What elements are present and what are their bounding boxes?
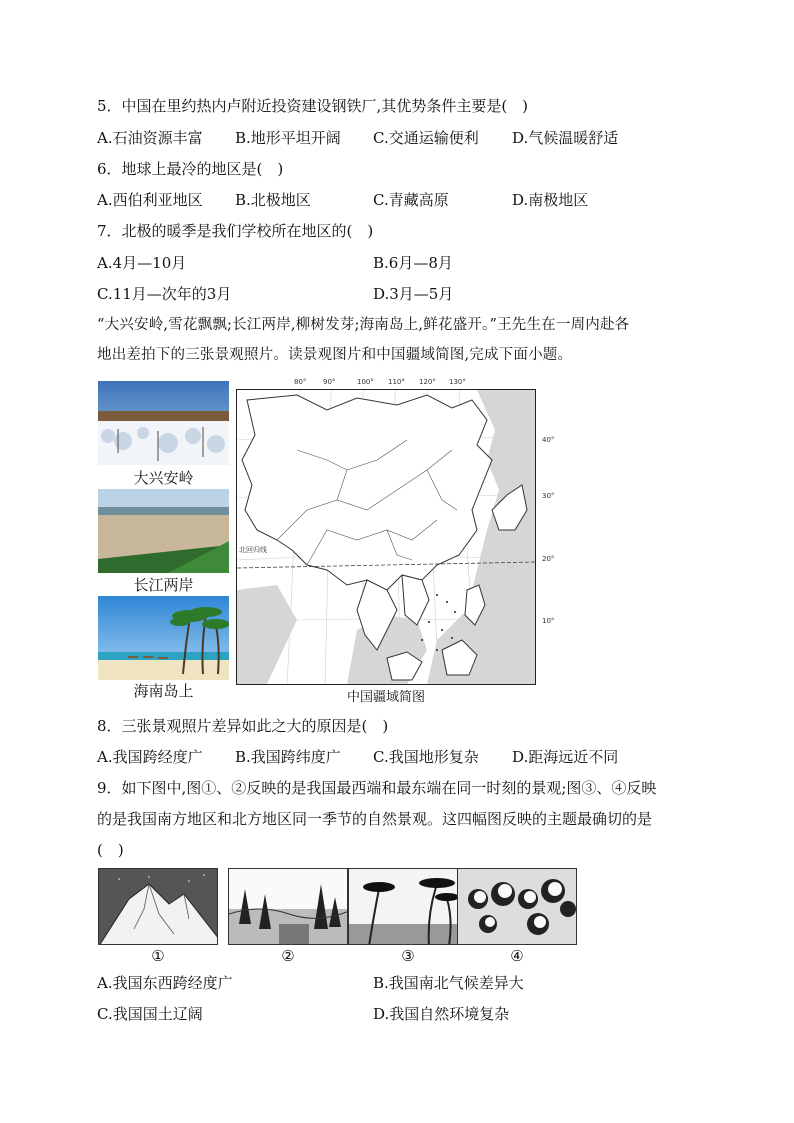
map-lon-label: 80°	[294, 378, 307, 386]
q7-stem: 7．北极的暖季是我们学校所在地区的( )	[97, 222, 374, 240]
photo-changjiang	[98, 489, 229, 573]
q9-panel-1-snow-mountain	[98, 868, 218, 945]
photo-caption-changjiang: 长江两岸	[133, 576, 194, 594]
q6-option-d: D.南极地区	[512, 191, 589, 209]
q9-panel-label-3: ③	[401, 947, 415, 965]
q6-option-c: C.青藏高原	[373, 191, 449, 209]
q6-stem: 6．地球上最冷的地区是( )	[97, 160, 284, 178]
map-lon-label: 120°	[419, 378, 436, 386]
q9-stem-line-2: 的是我国南方地区和北方地区同一季节的自然景观。这四幅图反映的主题最确切的是	[97, 810, 653, 828]
q8-option-c: C.我国地形复杂	[373, 748, 479, 766]
map-lat-label: 30°	[542, 492, 555, 500]
q9-option-a: A.我国东西跨经度广	[97, 974, 233, 992]
photo-caption-daxinganling: 大兴安岭	[133, 469, 194, 487]
q7-option-c: C.11月—次年的3月	[97, 285, 232, 303]
material-line-1: “大兴安岭,雪花飘飘;长江两岸,柳树发芽;海南岛上,鲜花盛开。”王先生在一周内赴各	[97, 317, 630, 333]
q6-option-b: B.北极地区	[235, 191, 311, 209]
q5-option-b: B.地形平坦开阔	[235, 129, 341, 147]
q5-option-a: A.石油资源丰富	[97, 129, 203, 147]
map-lon-label: 130°	[449, 378, 466, 386]
q9-panel-label-1: ①	[151, 947, 165, 965]
material-line-2: 地出差拍下的三张景观照片。读景观图片和中国疆域简图,完成下面小题。	[97, 347, 573, 363]
q9-panel-2-forest	[228, 868, 348, 945]
q7-option-a: A.4月—10月	[97, 254, 187, 272]
map-tropic-label: 北回归线	[239, 546, 267, 554]
map-lon-label: 110°	[388, 378, 405, 386]
q9-stem-line-1: 9．如下图中,图①、②反映的是我国最西端和最东端在同一时刻的景观;图③、④反映	[97, 779, 657, 797]
photo-hainan	[98, 596, 229, 680]
q7-option-b: B.6月—8月	[373, 254, 453, 272]
q9-option-b: B.我国南北气候差异大	[373, 974, 524, 992]
map-lon-label: 100°	[357, 378, 374, 386]
q9-stem-line-3: ( )	[97, 841, 124, 859]
map-lat-label: 10°	[542, 617, 555, 625]
q9-panel-label-2: ②	[281, 947, 295, 965]
q9-panel-label-4: ④	[510, 947, 524, 965]
q7-option-d: D.3月—5月	[373, 285, 454, 303]
q5-stem: 5．中国在里约热内卢附近投资建设钢铁厂,其优势条件主要是( )	[97, 97, 529, 115]
map-lat-label: 40°	[542, 436, 555, 444]
q8-option-d: D.距海远近不同	[512, 748, 619, 766]
q5-option-c: C.交通运输便利	[373, 129, 479, 147]
q5-option-d: D.气候温暖舒适	[512, 129, 619, 147]
china-territory-map	[236, 389, 536, 685]
photo-daxinganling	[98, 381, 229, 465]
q9-option-c: C.我国国土辽阔	[97, 1005, 203, 1023]
q6-option-a: A.西伯利亚地区	[97, 191, 203, 209]
q8-stem: 8．三张景观照片差异如此之大的原因是( )	[97, 717, 389, 735]
q9-option-d: D.我国自然环境复杂	[373, 1005, 510, 1023]
q9-panel-4-snow-woods	[457, 868, 577, 945]
map-lon-label: 90°	[323, 378, 336, 386]
map-lat-label: 20°	[542, 555, 555, 563]
q9-panel-3-palm-trees	[348, 868, 468, 945]
q8-option-a: A.我国跨经度广	[97, 748, 203, 766]
map-title: 中国疆域简图	[346, 690, 425, 705]
photo-caption-hainan: 海南岛上	[133, 682, 194, 700]
q8-option-b: B.我国跨纬度广	[235, 748, 341, 766]
